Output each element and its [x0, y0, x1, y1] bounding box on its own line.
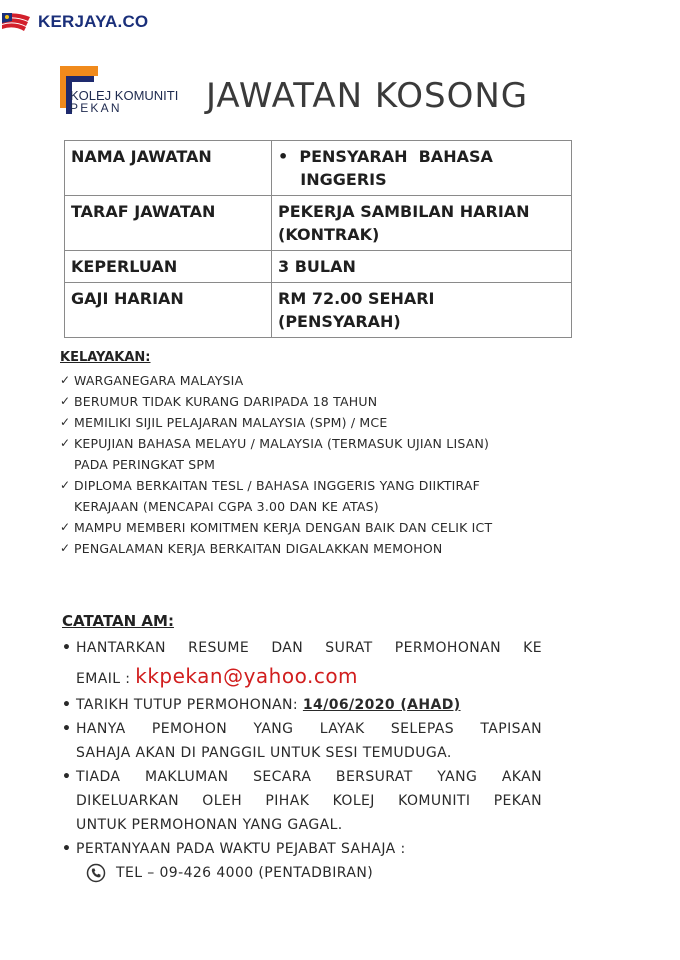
- row-value: [272, 251, 572, 283]
- list-item: [60, 475, 580, 496]
- item-text: DIKELUARKAN OLEH PIHAK KOLEJ KOMUNITI PEKAN: [76, 793, 542, 809]
- item-text: PERTANYAAN PADA WAKTU PEJABAT SAHAJA :: [76, 841, 406, 857]
- list-item: [60, 517, 580, 538]
- check-icon: ✓: [60, 373, 71, 387]
- item-text: MEMILIKI SIJIL PELAJARAN MALAYSIA (SPM) / MCE: [74, 415, 388, 430]
- notes-title: CATATAN AM:: [62, 612, 174, 630]
- list-item-continuation: [62, 813, 542, 837]
- bullet-icon: •: [62, 841, 72, 857]
- item-text: KERAJAAN (MENCAPAI CGPA 3.00 DAN KE ATAS): [74, 499, 379, 514]
- check-icon: ✓: [60, 415, 71, 429]
- item-text: DIPLOMA BERKAITAN TESL / BAHASA INGGERIS YANG DIIKTIRAF: [74, 478, 481, 493]
- list-item-continuation: [60, 454, 580, 475]
- item-text: PADA PERINGKAT SPM: [74, 457, 216, 472]
- check-icon: ✓: [60, 436, 71, 450]
- list-item: [60, 538, 580, 559]
- site-name: KERJAYA.CO: [38, 12, 149, 31]
- row-value: [272, 283, 572, 338]
- list-item: [62, 765, 542, 789]
- list-item: [60, 433, 580, 454]
- list-item: [60, 391, 580, 412]
- row-label: GAJI HARIAN: [65, 283, 272, 338]
- table-row: [65, 283, 572, 338]
- row-value-line: • PENSYARAH BAHASA: [278, 147, 493, 166]
- row-value-line: (PENSYARAH): [278, 312, 401, 331]
- check-icon: ✓: [60, 520, 71, 534]
- row-value-line: INGGERIS: [278, 170, 387, 189]
- closing-date: 14/06/2020 (AHAD): [302, 697, 461, 713]
- row-label: KEPERLUAN: [65, 251, 272, 283]
- item-text: SAHAJA AKAN DI PANGGIL UNTUK SESI TEMUDUGA.: [76, 745, 452, 761]
- row-label: NAMA JAWATAN: [65, 141, 272, 196]
- college-logo: [56, 62, 196, 122]
- item-text: PENGALAMAN KERJA BERKAITAN DIGALAKKAN MEMOHON: [74, 541, 443, 556]
- item-text: WARGANEGARA MALAYSIA: [74, 373, 244, 388]
- malaysia-flag-icon: [0, 11, 34, 33]
- notes-list: [62, 636, 542, 885]
- job-details-table: [64, 140, 572, 338]
- table-row: [65, 251, 572, 283]
- qualifications-list: [60, 370, 580, 559]
- row-value-line: 3 BULAN: [278, 257, 356, 276]
- row-value: [272, 141, 572, 196]
- check-icon: ✓: [60, 394, 71, 408]
- item-text: MAMPU MEMBERI KOMITMEN KERJA DENGAN BAIK DAN CELIK ICT: [74, 520, 493, 535]
- email-label: EMAIL :: [76, 671, 136, 687]
- phone-number[interactable]: TEL – 09-426 4000 (PENTADBIRAN): [116, 865, 374, 881]
- list-item: [60, 412, 580, 433]
- row-value-line: (KONTRAK): [278, 225, 380, 244]
- email-row: [62, 664, 542, 691]
- item-text: TIADA MAKLUMAN SECARA BERSURAT YANG AKAN: [76, 769, 542, 785]
- list-item: [62, 693, 542, 717]
- list-item: [60, 370, 580, 391]
- list-item-continuation: [62, 789, 542, 813]
- item-text: KEPUJIAN BAHASA MELAYU / MALAYSIA (TERMASUK UJIAN LISAN): [74, 436, 490, 451]
- row-value-line: PEKERJA SAMBILAN HARIAN: [278, 202, 530, 221]
- check-icon: ✓: [60, 541, 71, 555]
- site-badge[interactable]: [0, 10, 148, 34]
- bullet-icon: •: [62, 769, 72, 785]
- phone-row: [62, 861, 542, 885]
- page-title: JAWATAN KOSONG: [206, 76, 529, 116]
- list-item: [62, 837, 542, 861]
- qualifications-title: KELAYAKAN:: [60, 350, 151, 365]
- list-item-continuation: [60, 496, 580, 517]
- bullet-icon: •: [62, 697, 72, 713]
- list-item-continuation: [62, 741, 542, 765]
- row-label: TARAF JAWATAN: [65, 196, 272, 251]
- item-text: UNTUK PERMOHONAN YANG GAGAL.: [76, 817, 343, 833]
- phone-icon: [86, 863, 106, 883]
- bullet-icon: •: [62, 721, 72, 737]
- list-item: [62, 636, 542, 660]
- table-row: [65, 196, 572, 251]
- logo-line1: KOLEJ KOMUNITI: [70, 88, 179, 103]
- row-value: [272, 196, 572, 251]
- item-text: HANYA PEMOHON YANG LAYAK SELEPAS TAPISAN: [76, 721, 542, 737]
- list-item: [62, 717, 542, 741]
- table-row: [65, 141, 572, 196]
- check-icon: ✓: [60, 478, 71, 492]
- email-link[interactable]: kkpekan@yahoo.com: [135, 664, 359, 688]
- closing-label: TARIKH TUTUP PERMOHONAN:: [76, 697, 303, 713]
- bullet-icon: •: [62, 640, 72, 656]
- row-value-line: RM 72.00 SEHARI: [278, 289, 435, 308]
- item-text: HANTARKAN RESUME DAN SURAT PERMOHONAN KE: [76, 640, 542, 656]
- logo-line2: PEKAN: [70, 101, 122, 115]
- item-text: BERUMUR TIDAK KURANG DARIPADA 18 TAHUN: [74, 394, 378, 409]
